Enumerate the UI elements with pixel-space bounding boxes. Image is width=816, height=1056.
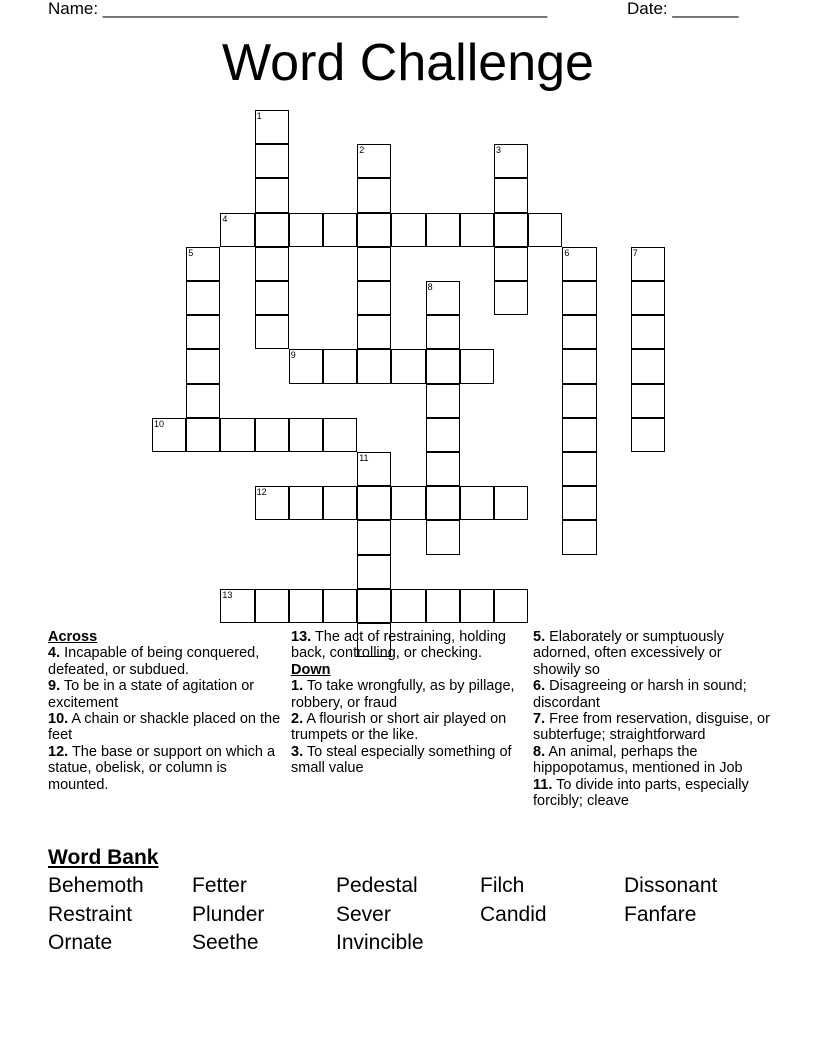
grid-cell[interactable] — [562, 349, 596, 383]
word-bank-item: Candid — [480, 903, 547, 926]
grid-cell[interactable] — [357, 589, 391, 623]
clue-text: To steal especially something of small value — [291, 743, 512, 777]
clue-column-2 — [291, 629, 531, 777]
grid-cell[interactable] — [357, 247, 391, 281]
clue-down-2 — [291, 711, 531, 744]
grid-cell[interactable] — [357, 213, 391, 247]
clue-number: 12. — [48, 743, 69, 760]
cell-number: 9 — [290, 350, 296, 361]
grid-cell[interactable] — [323, 213, 357, 247]
grid-cell[interactable] — [255, 281, 289, 315]
clue-number: 1. — [291, 678, 304, 695]
grid-cell[interactable] — [631, 418, 665, 452]
grid-cell[interactable] — [357, 520, 391, 554]
grid-cell[interactable] — [255, 486, 289, 520]
grid-cell[interactable] — [494, 247, 528, 281]
clue-across-9 — [48, 678, 288, 711]
clue-down-3 — [291, 744, 531, 777]
clue-number: 11. — [533, 776, 553, 793]
grid-cell[interactable] — [426, 418, 460, 452]
cell-number: 5 — [188, 247, 194, 258]
clue-down-7 — [533, 711, 773, 744]
grid-cell[interactable] — [426, 589, 460, 623]
clue-number: 8. — [533, 743, 546, 760]
grid-cell[interactable] — [289, 589, 323, 623]
grid-cell[interactable] — [631, 281, 665, 315]
grid-cell[interactable] — [426, 520, 460, 554]
clue-text: Elaborately or sumptuously adorned, often excessively or showily so — [533, 629, 725, 678]
grid-cell[interactable] — [631, 349, 665, 383]
word-bank-item: Plunder — [192, 903, 265, 926]
grid-cell[interactable] — [255, 418, 289, 452]
grid-cell[interactable] — [255, 110, 289, 144]
grid-cell[interactable] — [460, 349, 494, 383]
grid-cell[interactable] — [494, 281, 528, 315]
grid-cell[interactable] — [426, 349, 460, 383]
word-bank-item: Fanfare — [624, 903, 697, 926]
clue-number: 6. — [533, 678, 546, 695]
clue-down-6 — [533, 678, 773, 711]
grid-cell[interactable] — [255, 144, 289, 178]
clue-text: A flourish or short air played on trumpets or the like. — [291, 711, 507, 744]
clue-text: The act of restraining, holding back, controlling, or checking. — [291, 629, 506, 662]
cell-number: 10 — [154, 418, 165, 429]
grid-cell[interactable] — [255, 213, 289, 247]
grid-cell[interactable] — [186, 384, 220, 418]
clue-number: 3. — [291, 743, 304, 760]
grid-cell[interactable] — [289, 213, 323, 247]
grid-cell[interactable] — [323, 589, 357, 623]
clue-text: The base or support on which a statue, obelisk, or column is mounted. — [48, 743, 276, 793]
grid-cell[interactable] — [186, 281, 220, 315]
word-bank-item: Filch — [480, 874, 525, 897]
grid-cell[interactable] — [323, 349, 357, 383]
clue-number: 10. — [48, 711, 69, 728]
grid-cell[interactable] — [357, 486, 391, 520]
word-bank-item: Seethe — [192, 931, 259, 954]
clue-across-4 — [48, 645, 288, 678]
grid-cell[interactable] — [562, 486, 596, 520]
grid-cell[interactable] — [494, 178, 528, 212]
grid-cell[interactable] — [186, 418, 220, 452]
clue-number: 7. — [533, 711, 546, 728]
grid-cell[interactable] — [426, 452, 460, 486]
clue-down-8 — [533, 744, 773, 777]
grid-cell[interactable] — [562, 247, 596, 281]
clue-text: Incapable of being conquered, defeated, or subdued. — [48, 645, 260, 678]
grid-cell[interactable] — [562, 418, 596, 452]
clue-text: An animal, perhaps the hippopotamus, mentioned in Job — [533, 743, 743, 777]
grid-cell[interactable] — [494, 213, 528, 247]
word-bank-item: Restraint — [48, 903, 133, 926]
grid-cell[interactable] — [460, 213, 494, 247]
clue-across-12 — [48, 744, 288, 793]
grid-cell[interactable] — [391, 589, 425, 623]
clue-number: 5. — [533, 629, 546, 645]
grid-cell[interactable] — [426, 213, 460, 247]
grid-cell[interactable] — [289, 486, 323, 520]
grid-cell[interactable] — [562, 315, 596, 349]
page-title: Word Challenge — [222, 34, 594, 92]
word-bank-item: Behemoth — [48, 874, 144, 897]
grid-cell[interactable] — [289, 349, 323, 383]
grid-cell[interactable] — [220, 418, 254, 452]
clue-text: A chain or shackle placed on the feet — [48, 711, 281, 744]
cell-number: 12 — [256, 487, 267, 498]
word-bank-item: Fetter — [192, 874, 247, 897]
grid-cell[interactable] — [357, 349, 391, 383]
cell-number: 8 — [427, 282, 433, 292]
clue-column-1 — [48, 629, 288, 793]
grid-cell[interactable] — [391, 349, 425, 383]
clue-text: To divide into parts, especially forcibly; cleave — [533, 776, 749, 810]
grid-cell[interactable] — [152, 418, 186, 452]
grid-cell[interactable] — [289, 418, 323, 452]
cell-number: 4 — [222, 213, 228, 224]
grid-cell[interactable] — [255, 247, 289, 281]
clue-number: 4. — [48, 645, 61, 662]
down-heading: Down — [291, 661, 331, 678]
grid-cell[interactable] — [631, 247, 665, 281]
grid-cell[interactable] — [426, 486, 460, 520]
grid-cell[interactable] — [323, 486, 357, 520]
grid-cell[interactable] — [186, 349, 220, 383]
grid-cell[interactable] — [357, 315, 391, 349]
grid-cell[interactable] — [562, 384, 596, 418]
word-bank-title: Word Bank — [48, 846, 159, 869]
across-heading: Across — [48, 629, 98, 645]
grid-cell[interactable] — [426, 281, 460, 315]
grid-cell[interactable] — [357, 144, 391, 178]
grid-cell[interactable] — [426, 315, 460, 349]
grid-cell[interactable] — [391, 213, 425, 247]
clue-text: Free from reservation, disguise, or subterfuge; straightforward — [533, 711, 770, 744]
grid-cell[interactable] — [494, 589, 528, 623]
grid-cell[interactable] — [357, 452, 391, 486]
clue-text: To be in a state of agitation or excitement — [48, 678, 255, 711]
clue-column-3 — [533, 629, 773, 809]
word-bank-item: Sever — [336, 903, 391, 926]
word-bank-item: Pedestal — [336, 874, 418, 897]
cell-number: 7 — [632, 247, 638, 258]
clue-down-11 — [533, 777, 773, 810]
cell-number: 1 — [256, 111, 262, 121]
word-bank-item: Dissonant — [624, 874, 718, 897]
cell-number: 13 — [222, 589, 233, 600]
grid-cell[interactable] — [220, 213, 254, 247]
grid-cell[interactable] — [562, 520, 596, 554]
grid-cell[interactable] — [426, 384, 460, 418]
grid-cell[interactable] — [528, 213, 562, 247]
grid-cell[interactable] — [357, 555, 391, 589]
grid-cell[interactable] — [357, 281, 391, 315]
grid-cell[interactable] — [391, 486, 425, 520]
word-bank-item: Invincible — [336, 931, 424, 954]
grid-cell[interactable] — [255, 178, 289, 212]
grid-cell[interactable] — [631, 384, 665, 418]
clue-number: 9. — [48, 678, 61, 695]
grid-cell[interactable] — [494, 486, 528, 520]
word-bank-item: Ornate — [48, 931, 113, 954]
grid-cell[interactable] — [255, 589, 289, 623]
grid-cell[interactable] — [220, 589, 254, 623]
clue-text: Disagreeing or harsh in sound; discordant — [533, 678, 747, 711]
date-field-label: Date: _______ — [627, 0, 739, 18]
name-field-label: Name: _______________________________________________ — [48, 0, 548, 18]
grid-cell[interactable] — [562, 452, 596, 486]
grid-cell[interactable] — [460, 589, 494, 623]
cell-number: 3 — [496, 145, 502, 156]
clue-text: To take wrongfully, as by pillage, robbery, or fraud — [291, 678, 515, 711]
grid-cell[interactable] — [357, 178, 391, 212]
grid-cell[interactable] — [460, 486, 494, 520]
cell-number: 6 — [564, 247, 570, 258]
grid-cell[interactable] — [255, 315, 289, 349]
clue-number: 2. — [291, 711, 304, 728]
clue-number: 13. — [291, 629, 312, 645]
grid-cell[interactable] — [186, 315, 220, 349]
grid-cell[interactable] — [494, 144, 528, 178]
cell-number: 11 — [359, 453, 369, 463]
cell-number: 2 — [359, 145, 365, 156]
clue-down-5 — [533, 629, 773, 678]
clue-across-10 — [48, 711, 288, 744]
clue-across-13 — [291, 629, 531, 662]
grid-cell[interactable] — [186, 247, 220, 281]
clue-down-1 — [291, 678, 531, 711]
grid-cell[interactable] — [562, 281, 596, 315]
grid-cell[interactable] — [631, 315, 665, 349]
grid-cell[interactable] — [323, 418, 357, 452]
